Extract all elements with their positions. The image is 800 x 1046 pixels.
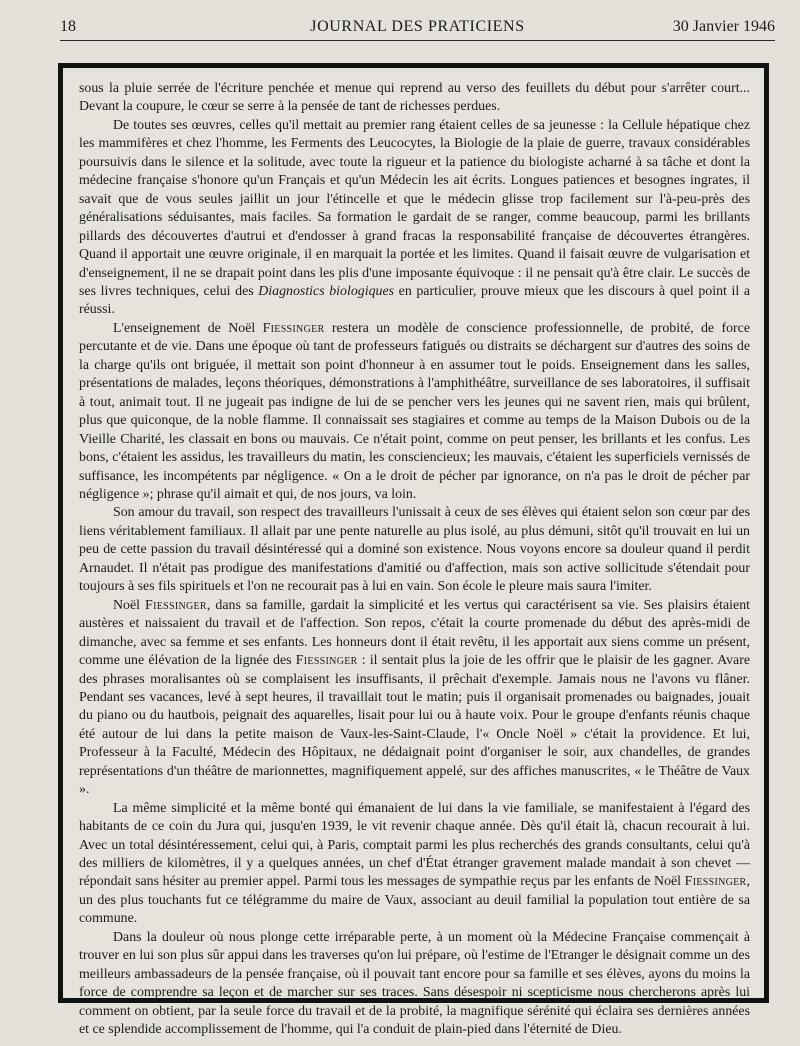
- page-number: 18: [60, 18, 76, 35]
- paragraph-1: sous la pluie serrée de l'écriture penchée et menue qui reprend au verso des feuillets du début pour s'arrêter court... Devant la coupure, le cœur se serre à la pensée de tant de richesses perdues.: [79, 81, 750, 115]
- paragraph-5-text-b: , dans sa famille, gardait la simplicité et les vertus qui caractérisent sa vie. Ses plaisirs étaient austères et naissaient du travail et de l'affection. Son repos, c'était la courte promenade du début des après-midi de dimanche, avec sa femme et ses enfants. Les honneurs dont il était revêtu, il les apportait aux siens comme un présent, comme une élévation de la lignée des: [79, 597, 750, 669]
- surname-fiessinger: Fiessinger: [684, 874, 747, 890]
- journal-title: JOURNAL DES PRATICIENS: [310, 18, 525, 35]
- paragraph-3-text-b: restera un modèle de conscience professionnelle, de probité, de force percutante et de vie. Dans une époque où tant de professeurs fatigués ou distraits se déchargent sur d'autres des soins de la charge qu'ils ont briguée, il mettait son point d'honneur à en assumer tout le poids. Enseignement dans les salles, présentations de malades, leçons théoriques, démonstrations à l'amphithéâtre, surveillance de ses laboratoires, il suffisait à tout, animait tout. Il ne jugeait pas indigne de lui de se pencher vers les jeunes qui ne savent rien, mais qui brûlent, plus que quiconque, de la noble flamme. Il connaissait ses stagiaires et comme au temps de la Maison Dubois ou de la Vieille Charité, les classait en bons ou mauvais. Ce n'était point, comme on peut penser, les brillants et les confus. Les bons, c'étaient les assidus, les travailleurs du matin, les consciencieux; les mauvais, c'étaient les superficiels vernissés de suffisance, les incompétents par négligence. « On a le droit de pécher par ignorance, on n'a pas le droit de pécher par négligence »; phrase qu'il aimait et qui, de nos jours, va loin.: [79, 320, 750, 502]
- surname-fiessinger: Fiessinger: [145, 597, 207, 613]
- paragraph-7: Dans la douleur où nous plonge cette irréparable perte, à un moment où la Médecine Française commençait à trouver en lui son plus sûr appui dans les traverses qu'on lui prépare, où l'estime de l'Etranger le désignait comme un des meilleurs ambassadeurs de la pensée française, où il pouvait tant encore pour sa famille et ses élèves, ayons du moins la force de comprendre sa leçon et de marcher sur ses traces. Sans désespoir ni scepticisme nous chercherons après lui comment on obtient, par la seule force du travail et de la probité, la magnifique sérénité qui éclaira ses dernières années et ce splendide accomplissement de l'homme, qui l'a conduit de plain-pied dans l'éternité de Dieu.: [79, 929, 750, 1038]
- paragraph-6: [79, 800, 750, 929]
- article-body: [79, 80, 750, 1038]
- paragraph-6-text-a: La même simplicité et la même bonté qui émanaient de lui dans la vie familiale, se manifestaient à l'égard des habitants de ce coin du Jura qui, jusqu'en 1939, le vit revenir chaque année. Dès qu'il était là, chacun recourait à lui. Avec un total désintéressement, celui qui, à Paris, comptait parmi les plus recherchés des grands consultants, celui qu'à des milliers de kilomètres, il y a quelques années, un chef d'État étranger gravement malade mandait à son chevet — répondait sans hésiter au premier appel. Parmi tous les messages de sympathie reçus par les enfants de Noël: [79, 800, 750, 890]
- issue-date: 30 Janvier 1946: [672, 18, 775, 35]
- paragraph-3: [79, 320, 750, 505]
- surname-fiessinger: Fiessinger: [295, 653, 358, 669]
- paragraph-5-text-c: : il sentait plus la joie de les offrir que le plaisir de les gagner. Avare des phrases moralisantes où se complaisent les insuffisants, il prêchait d'exemple. Jamais nous ne l'avons vu flâner. Pendant ses vacances, levé à sept heures, il travaillait tout le matin; puis il organisait promenades ou baignades, jouait du piano ou du hautbois, peignait des aquarelles, lisait pour lui ou à haute voix. Pour le groupe d'enfants réunis chaque été autour de lui dans la petite maison de Vaux-les-Saint-Claude, l'« Oncle Noël » c'était la providence. Et lui, Professeur à la Faculté, Médecin des Hôpitaux, ne dédaignait point d'organiser le soir, aux chandelles, de grandes représentations d'un théâtre de marionnettes, magnifiquement appelé, sur des affiches manuscrites, « le Théâtre de Vaux ».: [79, 653, 750, 798]
- paragraph-2-text-a: De toutes ses œuvres, celles qu'il mettait au premier rang étaient celles de sa jeunesse : la Cellule hépatique chez les mammifères et chez l'homme, les Ferments des Leucocytes, la Biologie de la plaie de guerre, travaux considérables poursuivis dans le silence et la solitude, avec toute la rigueur et la patience du biologiste acharné à sa tâche et dont la médecine française s'honore qu'un Français et qu'un Médecin les ait écrits. Longues patiences et besognes ingrates, il savait que de vous seules jaillit un jour l'étincelle et que le médecin glisse trop facilement sur l'à-peu-près des généralisations séduisantes, mais faciles. Sa formation le gardait de se ranger, comme beaucoup, parmi les brillants pillards des découvertes d'autrui et d'endosser à grand fracas la responsabilité française de découvertes étrangères. Quand il apportait une œuvre originale, il en marquait la portée et les limites. Quand il faisait œuvre de vulgarisation et d'enseignement, il ne se drapait point dans les plis d'une imposante équivoque : il ne pensait qu'à être clair. Le succès de ses livres techniques, celui des: [79, 117, 750, 299]
- paragraph-2: [79, 117, 750, 320]
- paragraph-5-text-a: Noël: [113, 597, 146, 613]
- paragraph-5: [79, 597, 750, 800]
- paragraph-4: Son amour du travail, son respect des travailleurs l'unissait à ceux de ses élèves qui étaient selon son cœur par des liens véritablement familiaux. Il allait par une pente naturelle au plus isolé, au plus démuni, sitôt qu'il trouvait en lui un peu de cette passion du travail désintéressé qui a dominé son existence. Nous voyons encore sa douleur quand il perdit Arnaudet. Il n'était pas prodigue des manifestations d'amitié ou d'affection, mais son active sollicitude s'étendait pour toujours à ses fils spirituels et l'on ne recourait pas à lui en vain. Son école le pleure mais saura l'imiter.: [79, 505, 750, 595]
- paragraph-6-text-b: , un des plus touchants fut ce télégramme du maire de Vaux, associant au deuil familial la population tout entière de sa commune.: [79, 874, 750, 927]
- paragraph-2-text-b: en particulier, prouve mieux que les discours à quel point il a réussi.: [79, 283, 750, 318]
- surname-fiessinger: Fiessinger: [262, 320, 325, 336]
- book-title-diagnostics: Diagnostics biologiques: [258, 283, 395, 299]
- paragraph-3-text-a: L'enseignement de Noël: [113, 320, 263, 336]
- obituary-frame: [58, 63, 769, 1038]
- page-header: [60, 14, 775, 41]
